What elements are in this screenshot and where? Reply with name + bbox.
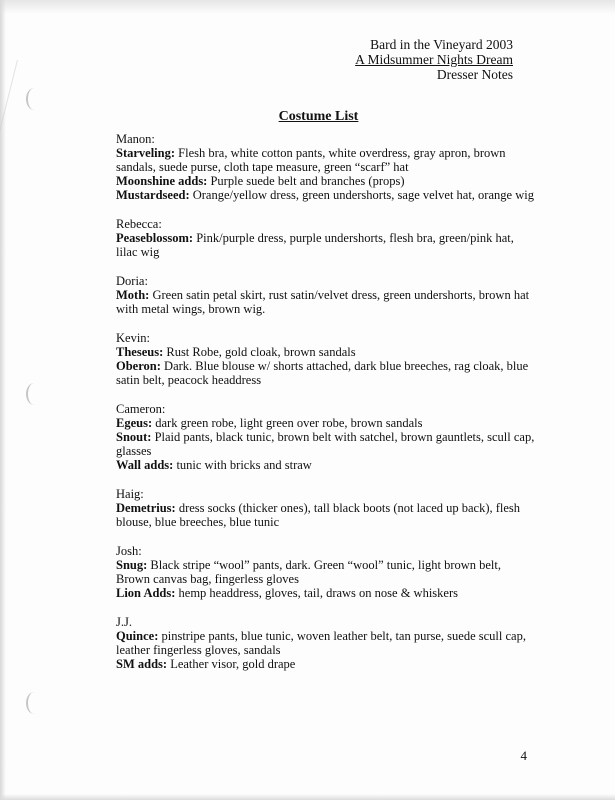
role-entry — [116, 359, 536, 387]
actor-name: Haig: — [116, 487, 144, 501]
role-entry — [116, 430, 536, 458]
role-name: Egeus: — [116, 416, 153, 430]
actor-group — [116, 274, 536, 316]
punch-hole-mark — [26, 692, 42, 714]
role-name: Mustardseed: — [116, 188, 190, 202]
costume-description: tunic with bricks and straw — [173, 458, 312, 472]
role-name: Oberon: — [116, 359, 161, 373]
role-name: Wall adds: — [116, 458, 174, 472]
role-entry — [116, 558, 536, 586]
role-name: Lion Adds: — [116, 586, 176, 600]
costume-description: Dark. Blue blouse w/ shorts attached, dark blue breeches, rag cloak, blue satin belt, peacock headdress — [116, 359, 529, 387]
role-entry — [116, 288, 536, 316]
header-play-title: A Midsummer Nights Dream — [355, 52, 513, 67]
costume-description: Purple suede belt and branches (props) — [207, 174, 405, 188]
role-name: Snout: — [116, 430, 152, 444]
actor-name: Cameron: — [116, 402, 166, 416]
costume-description: Orange/yellow dress, green undershorts, sage velvet hat, orange wig — [189, 188, 534, 202]
punch-hole-mark — [26, 383, 42, 405]
actor-name: J.J. — [116, 615, 132, 629]
costume-description: pinstripe pants, blue tunic, woven leather belt, tan purse, suede scull cap, leather fingerless gloves, sandals — [116, 629, 526, 657]
role-name: Demetrius: — [116, 501, 176, 515]
role-entry — [116, 501, 536, 529]
costume-description: hemp headdress, gloves, tail, draws on nose & whiskers — [175, 586, 458, 600]
actor-group — [116, 615, 536, 671]
costume-list — [116, 132, 536, 686]
header-subtitle: Dresser Notes — [436, 67, 513, 82]
actor-name: Josh: — [116, 544, 142, 558]
costume-description: Green satin petal skirt, rust satin/velvet dress, green undershorts, brown hat with metal wings, brown wig. — [116, 288, 530, 316]
role-name: Theseus: — [116, 345, 164, 359]
costume-description: dress socks (thicker ones), tall black boots (not laced up back), flesh blouse, blue breeches, blue tunic — [116, 501, 521, 529]
costume-description: Pink/purple dress, purple undershorts, flesh bra, green/pink hat, lilac wig — [116, 231, 514, 259]
actor-group — [116, 487, 536, 529]
actor-group — [116, 217, 536, 259]
role-name: Peaseblossom: — [116, 231, 194, 245]
role-entry — [116, 345, 536, 359]
scan-edge-top — [0, 0, 615, 14]
role-name: Snug: — [116, 558, 148, 572]
actor-group — [116, 132, 536, 202]
actor-name: Manon: — [116, 132, 155, 146]
costume-description: Black stripe “wool” pants, dark. Green “wool” tunic, light brown belt, Brown canvas bag, fingerless gloves — [116, 558, 502, 586]
role-entry — [116, 586, 536, 600]
punch-hole-mark — [26, 88, 42, 110]
costume-description: Flesh bra, white cotton pants, white overdress, gray apron, brown sandals, suede purse, cloth tape measure, green “scarf” hat — [116, 146, 506, 174]
role-name: Starveling: — [116, 146, 176, 160]
actor-name: Rebecca: — [116, 217, 162, 231]
actor-group — [116, 544, 536, 600]
scan-edge-bottom — [0, 794, 615, 800]
role-entry — [116, 146, 536, 174]
actor-name: Doria: — [116, 274, 148, 288]
role-entry — [116, 458, 536, 472]
costume-description: Leather visor, gold drape — [167, 657, 296, 671]
role-name: Moonshine adds: — [116, 174, 208, 188]
costume-description: Rust Robe, gold cloak, brown sandals — [163, 345, 356, 359]
role-entry — [116, 174, 536, 188]
page-number: 4 — [520, 748, 527, 763]
role-name: Moth: — [116, 288, 150, 302]
costume-description: dark green robe, light green over robe, brown sandals — [152, 416, 423, 430]
header-production: Bard in the Vineyard 2003 — [370, 37, 513, 52]
role-entry — [116, 416, 536, 430]
actor-group — [116, 402, 536, 472]
role-entry — [116, 231, 536, 259]
role-entry — [116, 188, 536, 202]
costume-description: Plaid pants, black tunic, brown belt with satchel, brown gauntlets, scull cap, glasses — [116, 430, 535, 458]
role-name: Quince: — [116, 629, 159, 643]
role-entry — [116, 629, 536, 657]
actor-name: Kevin: — [116, 331, 151, 345]
actor-group — [116, 331, 536, 387]
role-name: SM adds: — [116, 657, 168, 671]
page-title: Costume List — [278, 109, 359, 124]
role-entry — [116, 657, 536, 671]
document-header — [355, 37, 513, 82]
